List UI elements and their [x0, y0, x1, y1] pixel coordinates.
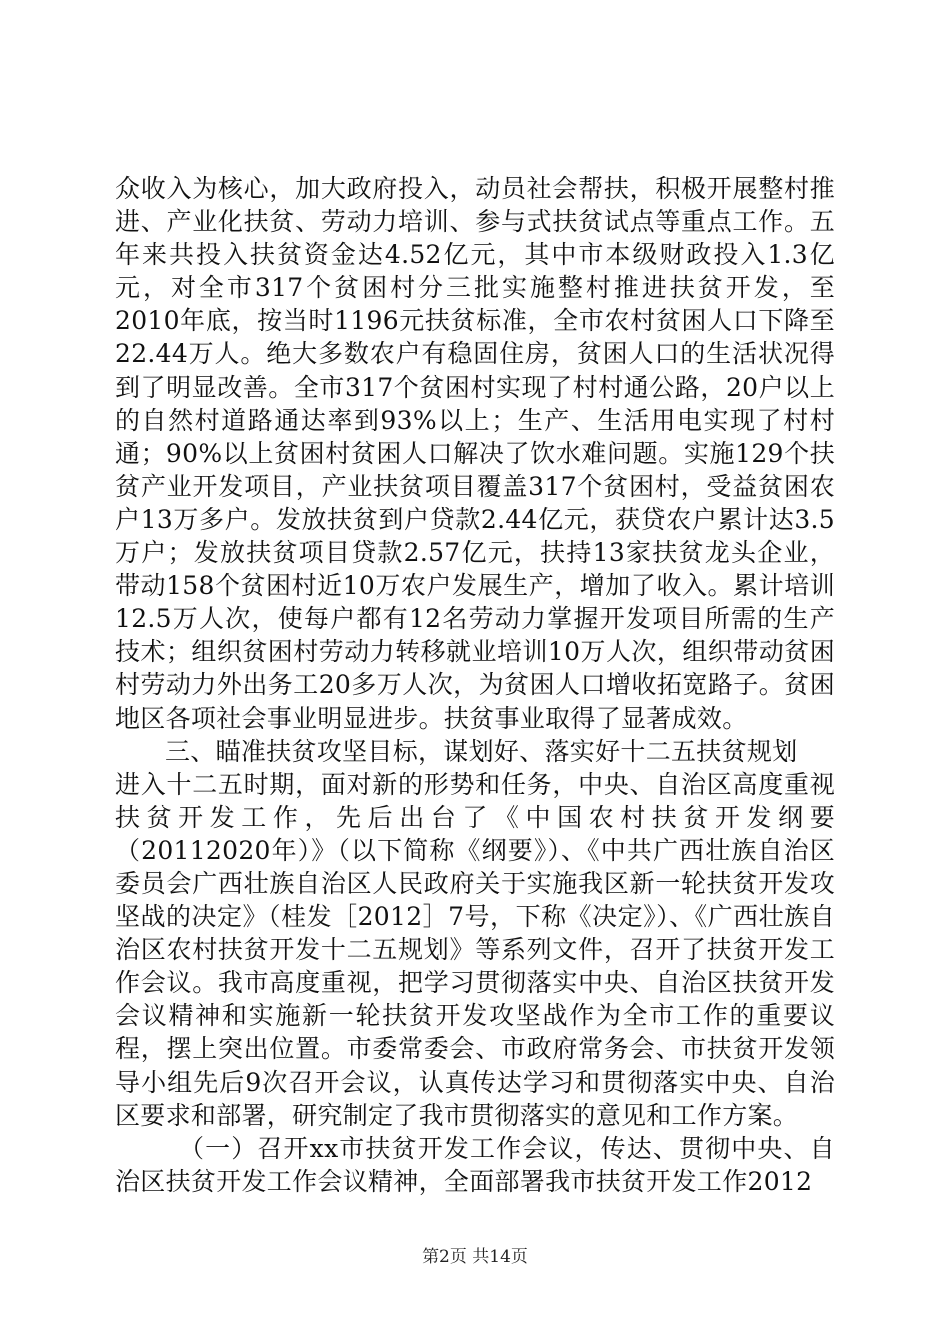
page-footer: 第2页 共14页: [422, 1247, 528, 1267]
paragraph-twelfth-five-year: 进入十二五时期，面对新的形势和任务，中央、自治区高度重视扶贫开发工作，先后出台了《中国农村扶贫开发纲要（20112020年）》（以下简称《纲要》）、《中共广西壮族自治区委员会广西壮族自治区人民政府关于实施我区新一轮扶贫开发攻坚战的决定》（桂发［2012］7号，下称《决定》）、《广西壮族自治区农村扶贫开发十二五规划》等系列文件，召开了扶贫开发工作会议。我市高度重视，把学习贯彻落实中央、自治区扶贫开发会议精神和实施新一轮扶贫开发攻坚战作为全市工作的重要议程，摆上突出位置。市委常委会、市政府常务会、市扶贫开发领导小组先后9次召开会议，认真传达学习和贯彻落实中央、自治区要求和部署，研究制定了我市贯彻落实的意见和工作方案。: [115, 769, 835, 1130]
section-heading-three: 三、瞄准扶贫攻坚目标，谋划好、落实好十二五扶贫规划: [165, 736, 798, 766]
document-body: [115, 172, 835, 1198]
paragraph-subsection-one: （一）召开xx市扶贫开发工作会议，传达、贯彻中央、自治区扶贫开发工作会议精神，全面部署我市扶贫开发工作2012: [115, 1133, 835, 1196]
paragraph-poverty-results: 众收入为核心，加大政府投入，动员社会帮扶，积极开展整村推进、产业化扶贫、劳动力培训、参与式扶贫试点等重点工作。五年来共投入扶贫资金达4.52亿元，其中市本级财政投入1.3亿元，对全市317个贫困村分三批实施整村推进扶贫开发，至2010年底，按当时1196元扶贫标准，全市农村贫困人口下降至22.44万人。绝大多数农户有稳固住房，贫困人口的生活状况得到了明显改善。全市317个贫困村实现了村村通公路，20户以上的自然村道路通达率到93%以上；生产、生活用电实现了村村通；90%以上贫困村贫困人口解决了饮水难问题。实施129个扶贫产业开发项目，产业扶贫项目覆盖317个贫困村，受益贫困农户13万多户。发放扶贫到户贷款2.44亿元，获贷农户累计达3.5万户；发放扶贫项目贷款2.57亿元，扶持13家扶贫龙头企业，带动158个贫困村近10万农户发展生产，增加了收入。累计培训12.5万人次，使每户都有12名劳动力掌握开发项目所需的生产技术；组织贫困村劳动力转移就业培训10万人次，组织带动贫困村劳动力外出务工20多万人次，为贫困人口增收拓宽路子。贫困地区各项社会事业明显进步。扶贫事业取得了显著成效。: [115, 174, 835, 733]
